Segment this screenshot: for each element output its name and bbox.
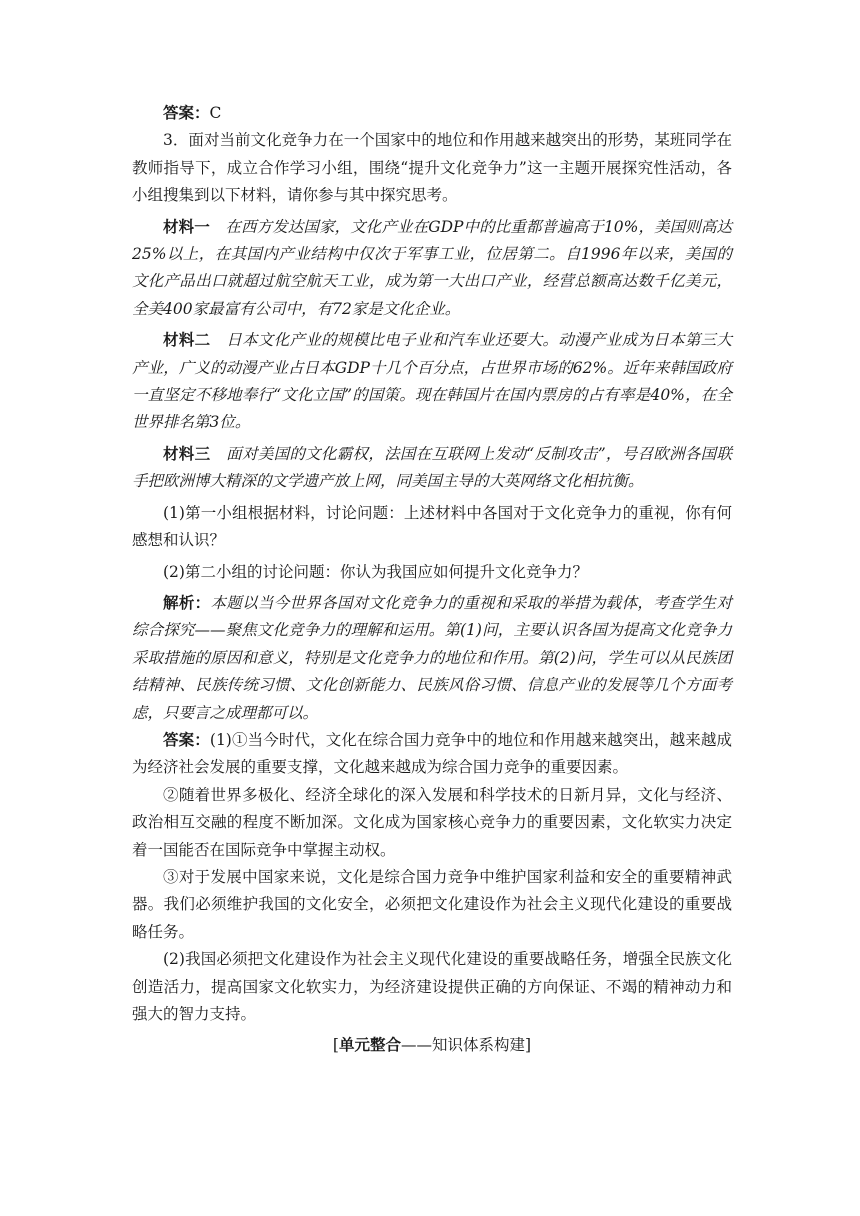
sub-question-2: (2)第二小组的讨论问题：你认为我国应如何提升文化竞争力？ (163, 562, 588, 581)
answer-label: 答案： (163, 104, 210, 122)
analysis-label: 解析： (163, 593, 211, 612)
material-text: 面对美国的文化霸权，法国在互联网上发动“反制攻击”，号召欧洲各国联手把欧洲博大精深的文学遗产放上网，同美国主导的大英网络文化相抗衡。 (132, 444, 732, 491)
material-3 (132, 441, 732, 496)
answer-point-4: (2)我国必须把文化建设作为社会主义现代化建设的重要战略任务，增强全民族文化创造活力，提高国家文化软实力，为经济建设提供正确的方向保证、不竭的精神动力和强大的智力支持。 (132, 950, 732, 1023)
material-2 (132, 327, 732, 437)
analysis-text: 本题以当今世界各国对文化竞争力的重视和采取的举措为载体，考查学生对综合探究——聚焦文化竞争力的理解和运用。第(1)问，主要认识各国为提高文化竞争力采取措施的原因和意义，特别是文化竞争力的地位和作用。第(2)问，学生可以从民族团结精神、民族传统习惯、文化创新能力、民族风俗习惯、信息产业的发展等几个方面考虑，只要言之成理都可以。 (132, 593, 732, 722)
answer-value: C (209, 104, 222, 122)
section-bracket-close: ] (525, 1036, 532, 1055)
section-bracket-open: [ (332, 1036, 339, 1055)
answer-point-3: ③对于发展中国家来说，文化是综合国力竞争中维护国家利益和安全的重要精神武器。我们必须维护我国的文化安全，必须把文化建设作为社会主义现代化建设的重要战略任务。 (132, 867, 732, 941)
section-title-bold: 单元整合 (338, 1036, 401, 1055)
previous-answer (132, 100, 732, 127)
material-label: 材料二 (163, 331, 211, 350)
sub-question-1: (1)第一小组根据材料，讨论问题：上述材料中各国对于文化竞争力的重视，你有何感想和认识？ (132, 503, 732, 550)
material-1 (132, 214, 732, 324)
material-text: 日本文化产业的规模比电子业和汽车业还要大。动漫产业成为日本第三大产业，广义的动漫产业占日本GDP十几个百分点，占世界市场的62%。近年来韩国政府一直坚定不移地奉行“文化立国”的国策。现在韩国片在国内票房的占有率是40%，在全世界排名第3位。 (132, 331, 732, 432)
question-3: 3．面对当前文化竞争力在一个国家中的地位和作用越来越突出的形势，某班同学在教师指导下，成立合作学习小组，围绕“提升文化竞争力”这一主题开展探究性活动，各小组搜集到以下材料，请你参与其中探究思考。 (132, 131, 732, 205)
answer-text: (1)①当今时代，文化在综合国力竞争中的地位和作用越来越突出，越来越成为经济社会发展的重要支撑，文化越来越成为综合国力竞争的重要因素。 (132, 730, 732, 777)
section-title (132, 1032, 732, 1059)
analysis (132, 590, 732, 727)
answer-point-1 (132, 727, 732, 782)
answer-point-2: ②随着世界多极化、经济全球化的深入发展和科学技术的日新月异，文化与经济、政治相互交融的程度不断加深。文化成为国家核心竞争力的重要因素，文化软实力决定着一国能否在国际竞争中掌握主动权。 (132, 785, 732, 859)
material-text: 在西方发达国家，文化产业在GDP中的比重都普遍高于10%，美国则高达25%以上，在其国内产业结构中仅次于军事工业，位居第二。自1996年以来，美国的文化产品出口就超过航空航天工业，成为第一大出口产业，经营总额高达数千亿美元，全美400家最富有公司中，有72家是文化企业。 (132, 217, 732, 318)
section-title-rest: ——知识体系构建 (401, 1036, 526, 1055)
material-label: 材料一 (163, 217, 210, 236)
material-label: 材料三 (163, 444, 211, 463)
document-page (132, 100, 732, 1060)
answer-label: 答案： (163, 730, 210, 749)
